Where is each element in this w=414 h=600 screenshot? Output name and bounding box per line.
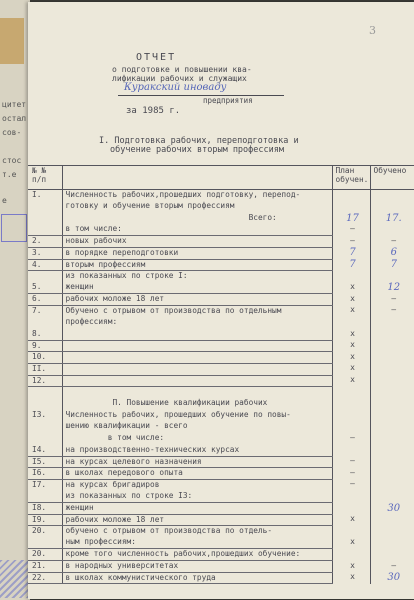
row-label: женщин — [62, 503, 332, 515]
row-label: шению квалификации - всего — [62, 421, 332, 433]
row-number — [28, 224, 62, 236]
row-number — [28, 421, 62, 433]
row-label: рабочих моложе 18 лет — [62, 514, 332, 526]
done-value: — — [391, 235, 397, 245]
row-label: ным профессиям: — [62, 537, 332, 549]
done-value — [370, 526, 414, 538]
done-value — [370, 537, 414, 549]
row-number — [28, 201, 62, 213]
plan-value — [332, 410, 370, 422]
row-number: 10. — [28, 352, 62, 364]
plan-value: — — [332, 236, 370, 248]
done-value: 30 — [387, 572, 401, 584]
done-value — [370, 468, 414, 480]
table-row — [28, 352, 414, 364]
done-value — [370, 190, 414, 202]
row-number: 9. — [28, 340, 62, 352]
done-value: 17. — [385, 212, 402, 224]
row-number: II. — [28, 363, 62, 375]
table-row — [28, 398, 414, 410]
row-number: 4. — [28, 259, 62, 271]
table-row — [28, 213, 414, 225]
table-row — [28, 271, 414, 283]
left-fragment: е — [2, 196, 7, 205]
row-number: 20. — [28, 526, 62, 538]
report-title: ОТЧЕТ — [136, 52, 177, 63]
row-label: Численность рабочих, прошедших обучение по повы- — [62, 410, 332, 422]
row-label: в школах коммунистического труда — [62, 572, 332, 584]
row-number: 8. — [28, 329, 62, 341]
plan-value — [332, 271, 370, 283]
table-row — [28, 282, 414, 294]
left-fragment: цитет — [2, 100, 27, 109]
report-subtitle-line2: лификации рабочих и служащих — [112, 74, 247, 83]
done-value — [370, 271, 414, 283]
section-1-title: I. Подготовка рабочих, переподготовка и — [99, 136, 299, 146]
document-sheet — [28, 2, 414, 599]
done-value — [370, 410, 414, 422]
table-row — [28, 526, 414, 538]
row-number: I3. — [28, 410, 62, 422]
page-number: 3 — [369, 24, 376, 37]
plan-value: x — [332, 294, 370, 306]
row-label: на курсах целевого назначения — [62, 456, 332, 468]
row-number — [28, 213, 62, 225]
done-value: — — [391, 560, 397, 570]
plan-value: 7 — [332, 259, 370, 271]
row-number: 12. — [28, 375, 62, 387]
row-label: кроме того численность рабочих,прошедших обучение: — [62, 549, 332, 561]
plan-value: x — [332, 375, 370, 387]
enterprise-caption: предприятия — [203, 96, 253, 105]
row-label: профессиям: — [62, 317, 332, 329]
row-number: 21. — [28, 561, 62, 573]
row-number: I9. — [28, 514, 62, 526]
row-label: в том числе: — [62, 433, 332, 445]
row-number — [28, 387, 62, 399]
table-row — [28, 456, 414, 468]
table-row — [28, 247, 414, 259]
row-label: из показанных по строке I: — [62, 271, 332, 283]
plan-value: x — [332, 282, 370, 294]
table-row — [28, 329, 414, 341]
header-plan: План обучен. — [332, 166, 370, 190]
plan-value: x — [332, 537, 370, 549]
table-row — [28, 549, 414, 561]
left-fragment: сов- — [2, 128, 22, 137]
table-row — [28, 491, 414, 503]
row-label: в том числе: — [62, 224, 332, 236]
table-row — [28, 537, 414, 549]
done-value — [370, 479, 414, 491]
plan-value: — — [332, 224, 370, 236]
row-label: женщин — [62, 282, 332, 294]
done-value: 30 — [387, 502, 401, 514]
row-label — [62, 340, 332, 352]
row-label — [62, 363, 332, 375]
row-number: 20. — [28, 549, 62, 561]
row-label: Обучено с отрывом от производства по отдельным — [62, 305, 332, 317]
plan-value: x — [332, 514, 370, 526]
row-label: новых рабочих — [62, 236, 332, 248]
done-value — [370, 387, 414, 399]
done-value — [370, 491, 414, 503]
row-label: в школах передового опыта — [62, 468, 332, 480]
plan-value — [332, 526, 370, 538]
plan-value: — — [332, 468, 370, 480]
plan-value: — — [332, 456, 370, 468]
plan-value: — — [332, 433, 370, 445]
plan-value — [332, 421, 370, 433]
done-value — [370, 317, 414, 329]
done-value — [370, 421, 414, 433]
row-number — [28, 398, 62, 410]
plan-value — [332, 190, 370, 202]
left-fragment: стос — [2, 156, 22, 165]
plan-value — [332, 398, 370, 410]
row-number: 5. — [28, 282, 62, 294]
plan-value — [332, 445, 370, 457]
row-label: рабочих моложе 18 лет — [62, 294, 332, 306]
plan-value: x — [332, 572, 370, 584]
done-value: — — [391, 293, 397, 303]
row-label: П. Повышение квалификации рабочих — [62, 398, 332, 410]
done-value — [370, 340, 414, 352]
table-row — [28, 445, 414, 457]
row-number: I8. — [28, 503, 62, 515]
left-fragment: т.е — [2, 170, 17, 179]
table-row — [28, 514, 414, 526]
done-value — [370, 329, 414, 341]
row-number: 6. — [28, 294, 62, 306]
table-row — [28, 503, 414, 515]
section-1-title-cont: обучение рабочих вторым профессиям — [110, 145, 284, 155]
plan-value — [332, 387, 370, 399]
row-number — [28, 491, 62, 503]
table-row — [28, 340, 414, 352]
row-label: на производственно-технических курсах — [62, 445, 332, 457]
done-value: — — [391, 305, 397, 315]
row-label — [62, 352, 332, 364]
table-row — [28, 294, 414, 306]
left-fragment: остал — [2, 114, 27, 123]
plan-value: x — [332, 329, 370, 341]
row-label — [62, 329, 332, 341]
done-value — [370, 514, 414, 526]
done-value — [370, 549, 414, 561]
plan-value — [332, 549, 370, 561]
blue-stamp-mark — [0, 560, 28, 598]
table-row — [28, 410, 414, 422]
row-label: вторым профессиям — [62, 259, 332, 271]
row-label: из показанных по строке I3: — [62, 491, 332, 503]
plan-value — [332, 317, 370, 329]
table-row — [28, 259, 414, 271]
done-value — [370, 224, 414, 236]
folder-tab — [0, 18, 24, 64]
plan-value: 7 — [332, 247, 370, 259]
table-header-row — [28, 166, 414, 190]
row-label: обучено с отрывом от производства по отдель- — [62, 526, 332, 538]
plan-value: x — [332, 561, 370, 573]
table-row — [28, 479, 414, 491]
plan-value — [332, 491, 370, 503]
row-number: I7. — [28, 479, 62, 491]
row-label: Всего: — [62, 213, 332, 225]
row-label: готовку и обучение вторым профессиям — [62, 201, 332, 213]
row-number: I. — [28, 190, 62, 202]
table-row — [28, 201, 414, 213]
row-number: I5. — [28, 456, 62, 468]
row-number — [28, 433, 62, 445]
table-row — [28, 305, 414, 317]
archive-stamp — [1, 214, 27, 242]
report-subtitle-line1: о подготовке и повышении ква- — [112, 65, 252, 74]
done-value — [370, 363, 414, 375]
plan-value: 17 — [332, 213, 370, 225]
row-number: 7. — [28, 305, 62, 317]
done-value: 7 — [390, 259, 397, 271]
header-done: Обучено — [370, 166, 414, 190]
done-value: 12 — [387, 282, 401, 294]
table-row — [28, 561, 414, 573]
row-number: 22. — [28, 572, 62, 584]
row-number — [28, 271, 62, 283]
row-number — [28, 537, 62, 549]
plan-value: x — [332, 363, 370, 375]
row-label: в народных университетах — [62, 561, 332, 573]
plan-value: x — [332, 340, 370, 352]
row-label: на курсах бригадиров — [62, 479, 332, 491]
row-label: в порядке переподготовки — [62, 247, 332, 259]
row-number: 2. — [28, 236, 62, 248]
table-row — [28, 317, 414, 329]
row-label — [62, 375, 332, 387]
table-row — [28, 375, 414, 387]
plan-value: x — [332, 352, 370, 364]
table-row — [28, 572, 414, 584]
done-value — [370, 433, 414, 445]
header-num: № № п/п — [28, 166, 62, 190]
row-number: I6. — [28, 468, 62, 480]
plan-value: x — [332, 305, 370, 317]
table-row — [28, 433, 414, 445]
row-number: I4. — [28, 445, 62, 457]
left-page-strip — [0, 0, 30, 600]
table-row — [28, 363, 414, 375]
table-row — [28, 236, 414, 248]
done-value — [370, 352, 414, 364]
row-label: Численность рабочих,прошедших подготовку, перепод- — [62, 190, 332, 202]
done-value — [370, 456, 414, 468]
plan-value: — — [332, 479, 370, 491]
table-row — [28, 190, 414, 202]
table-row — [28, 387, 414, 399]
plan-value — [332, 201, 370, 213]
table-row — [28, 224, 414, 236]
row-number: 3. — [28, 247, 62, 259]
done-value — [370, 201, 414, 213]
done-value — [370, 375, 414, 387]
header-name — [62, 166, 332, 190]
training-table — [28, 165, 414, 584]
table-row — [28, 421, 414, 433]
done-value — [370, 445, 414, 457]
report-year: за 1985 г. — [126, 106, 181, 116]
handwritten-organization: Куракский иноваду — [118, 82, 284, 96]
row-label — [62, 387, 332, 399]
row-number — [28, 317, 62, 329]
done-value: 6 — [390, 247, 397, 259]
done-value — [370, 398, 414, 410]
plan-value — [332, 503, 370, 515]
table-row — [28, 468, 414, 480]
